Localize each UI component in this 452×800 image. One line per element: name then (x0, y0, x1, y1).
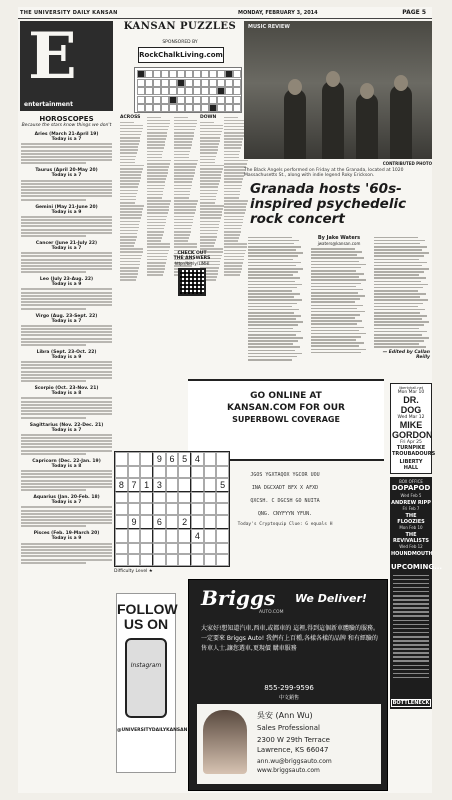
website[interactable]: www.briggsauto.com (257, 767, 320, 774)
liberty-hall-ad[interactable] (390, 383, 436, 474)
article-col2 (311, 235, 367, 355)
band-member (356, 93, 378, 159)
sudoku-cell (128, 554, 141, 566)
horoscope-sign (20, 386, 113, 418)
briggs-phone-note: 中文銷售 (278, 695, 299, 701)
sign-name: Taurus (April 20-May 20) (35, 168, 98, 174)
sudoku-cell: 3 (153, 478, 166, 492)
sudoku-cell (115, 554, 128, 566)
sign-rating: Today is a 7 (51, 500, 82, 506)
band-member (322, 81, 344, 159)
band-member-head (360, 83, 374, 99)
headliner: DOPAPOD (391, 484, 431, 492)
band-member-head (288, 79, 302, 95)
sign-text (20, 470, 113, 491)
online-promo[interactable] (188, 379, 384, 461)
entertainment-section-box (20, 21, 113, 111)
sudoku-cell (115, 492, 128, 504)
across-heading: ACROSS (120, 115, 141, 120)
date: Fri Apr 25 (400, 440, 422, 445)
headliner: ANDREW RIPP (391, 500, 431, 506)
crossword-grid (134, 67, 242, 113)
sign-text (20, 543, 113, 564)
sign-rating: Today is a 7 (51, 318, 82, 324)
bottleneck-ad[interactable] (390, 477, 443, 709)
date: Wed Feb 12 (399, 544, 423, 549)
article-body (248, 235, 432, 363)
sign-rating: Today is a 7 (51, 173, 82, 179)
answers-qr[interactable] (172, 251, 212, 296)
sudoku-cell (115, 543, 128, 555)
article-headline: Granada hosts '60s-inspired psychedelic rock concert (250, 181, 407, 227)
article-col3 (374, 235, 430, 360)
sudoku-cell (140, 543, 153, 555)
sign-name: Aries (March 21-April 19) (34, 132, 99, 137)
band-photo (244, 21, 432, 159)
sign-rating: Today is a 9 (51, 209, 82, 215)
horoscope-sign (20, 132, 113, 164)
sudoku-cell (153, 554, 166, 566)
sudoku-cell (140, 492, 153, 504)
briggs-phone[interactable]: 855-299-9596 (264, 684, 314, 692)
clues-across-col2 (147, 115, 171, 277)
sudoku-cell (140, 529, 153, 543)
sign-rating: Today is a 7 (51, 245, 82, 251)
sudoku-cell (166, 503, 179, 515)
sudoku-cell: 6 (153, 515, 166, 529)
address: 2300 W 29th Terrace (257, 736, 330, 744)
briggs-auto-ad[interactable] (188, 579, 388, 791)
liberty-url: libertyhall.net (398, 386, 424, 390)
sudoku-cell (140, 503, 153, 515)
band-member-head (326, 71, 340, 87)
sudoku-cell: 4 (191, 452, 204, 466)
sign-name: Cancer (June 21-July 22) (35, 240, 98, 246)
online-line1: GO ONLINE AT (250, 391, 322, 401)
section-tag: MUSIC REVIEW (248, 24, 290, 30)
sudoku-cell (128, 452, 141, 466)
sign-text (20, 397, 113, 418)
difficulty-level: Difficulty Level ★ (114, 569, 153, 574)
email[interactable]: ann.wu@briggsauto.com (257, 758, 332, 765)
briggs-logo: Briggs (201, 586, 276, 610)
briggs-tagline: We Deliver! (295, 592, 367, 605)
sign-name: Leo (July 23-Aug. 22) (39, 277, 94, 283)
qr-heading: CHECK OUT THE ANSWERS (173, 251, 211, 261)
sudoku-cell (166, 492, 179, 504)
sign-text (20, 506, 113, 527)
crypto-line: JGOS YGXTAQOX YGCOR UOU (250, 472, 320, 478)
photo-credit: CONTRIBUTED PHOTO (382, 161, 432, 166)
sign-text (20, 325, 113, 346)
sudoku-cell: 5 (178, 452, 191, 466)
date: Wed Feb 5 (400, 493, 422, 498)
edited-by: — Edited by Callan Reilly (382, 350, 430, 361)
briggs-site: AUTO.COM (259, 610, 284, 615)
horoscope-sign (20, 459, 113, 491)
follow-line1: FOLLOW (117, 601, 178, 617)
salesperson-title: Sales Professional (257, 724, 320, 732)
instagram-label: Instagram (130, 662, 162, 669)
headliner: THE REVIVALISTS (392, 532, 430, 544)
sign-name: Scorpio (Oct. 23-Nov. 21) (34, 386, 99, 392)
band-member (284, 89, 306, 159)
sudoku-cell (140, 452, 153, 466)
horoscopes-title: HOROSCOPES (39, 115, 94, 123)
sudoku-cell: 2 (178, 515, 191, 529)
sudoku-cell (166, 466, 179, 478)
sign-text (20, 361, 113, 382)
sign-rating: Today is a 8 (51, 463, 82, 469)
sign-name: Pisces (Feb. 19-March 20) (33, 531, 100, 537)
sudoku-cell (204, 452, 217, 466)
sign-name: Virgo (Aug. 23-Sept. 22) (35, 313, 98, 319)
sign-name: Capricorn (Dec. 22-Jan. 19) (32, 458, 101, 464)
horoscopes (20, 115, 113, 565)
follow-line2: US ON (123, 616, 169, 632)
online-line3: SUPERBOWL COVERAGE (232, 415, 340, 424)
salesperson-cn-name: 吳安 (257, 711, 273, 720)
sudoku-cell: 9 (128, 515, 141, 529)
band-member-head (394, 75, 408, 91)
sudoku-cell: 5 (216, 478, 229, 492)
sudoku-cell (166, 554, 179, 566)
sudoku-cell (153, 503, 166, 515)
sudoku-cell (166, 478, 179, 492)
horoscope-sign (20, 423, 113, 455)
sign-rating: Today is a 7 (51, 427, 82, 433)
follow-us-ad[interactable] (116, 593, 188, 773)
date: Wed Mar 12 (397, 415, 425, 420)
upcoming-list (391, 575, 431, 695)
sudoku-cell (153, 466, 166, 478)
phone-icon (125, 638, 167, 718)
sudoku-cell (115, 466, 128, 478)
sign-rating: Today is a 9 (51, 536, 82, 542)
horoscope-sign (20, 314, 113, 346)
sudoku-cell (153, 529, 166, 543)
sign-rating: Today is a 7 (51, 137, 82, 142)
horoscope-sign (20, 168, 113, 200)
sudoku-cell (115, 529, 128, 543)
sudoku-cell (140, 466, 153, 478)
sudoku-cell (166, 543, 179, 555)
photo-caption: The Black Angels performed on Friday at the Granada, located at 1020 Massachusetts St., along with indie legend Roky Erickson. (244, 168, 404, 178)
headliner: MIKE GORDON (392, 420, 433, 440)
sudoku-cell (166, 515, 179, 529)
horoscope-sign (20, 350, 113, 382)
qr-url: http://bit.ly/1lMHI (174, 261, 210, 266)
sudoku-cell (140, 515, 153, 529)
down-heading: DOWN (200, 115, 217, 120)
sudoku-cell: 1 (140, 478, 153, 492)
date: Mon Mar 10 (397, 390, 425, 395)
sudoku-cell: 7 (128, 478, 141, 492)
sales-card (197, 704, 381, 784)
instagram-handle[interactable]: @UNIVERSITYDAILYKANSAN (117, 728, 188, 733)
puzzles-title: KANSAN PUZZLES (123, 21, 237, 32)
online-line2: KANSAN.COM FOR OUR (227, 403, 345, 413)
sudoku-cell (128, 503, 141, 515)
sudoku-cell (115, 503, 128, 515)
briggs-chinese-copy: 大家好!想知道汽車,西車,或都車的 這裡,得到這個新車體驗的服務。一定要來 Briggs Auto! 我們有上百種,各樣各樣的品牌 和有經驗的售車人士,讓您選車,更現價 購車服務 (201, 625, 380, 652)
sudoku-cell (153, 543, 166, 555)
sudoku-cell (128, 529, 141, 543)
sign-text (20, 252, 113, 273)
horoscope-sign (20, 495, 113, 527)
date: Mon Feb 10 (399, 525, 423, 530)
page-header (18, 7, 432, 19)
qr-code-icon[interactable] (178, 268, 206, 296)
cryptoquip (186, 467, 384, 567)
bottleneck-logo: BOTTLENECK (392, 699, 430, 706)
sudoku-cell (128, 543, 141, 555)
headliner: THE FLOOZIES (397, 513, 425, 525)
sign-rating: Today is a 8 (51, 391, 82, 397)
box-office: BOX OFFICE (399, 479, 423, 484)
sign-name: Aquarius (Jan. 20-Feb. 18) (33, 495, 100, 501)
sponsor-logo: RockChalkLiving.com (138, 47, 224, 63)
date: Fri Feb 7 (402, 506, 420, 511)
crypto-line: INA DGCXADT BFX X AFXD (251, 485, 319, 491)
horoscopes-subtitle: Because the stars know things we don't (21, 123, 112, 128)
upcoming: UPCOMING... (391, 563, 443, 571)
byline: By Jake Waters (317, 235, 361, 241)
city: Lawrence, KS 66047 (257, 746, 329, 754)
sudoku-cell: 9 (153, 452, 166, 466)
sign-text (20, 143, 113, 164)
sudoku-cell (115, 515, 128, 529)
section-label: entertainment (24, 101, 73, 108)
headliner: TURNPIKE TROUBADOURS (392, 445, 436, 457)
horoscope-sign (20, 205, 113, 237)
salesperson-en-name: (Ann Wu) (275, 711, 313, 720)
byline-email[interactable]: jwaters@kansan.com (317, 241, 361, 246)
sudoku-cell: 4 (191, 529, 204, 543)
sudoku-cell (153, 492, 166, 504)
sign-rating: Today is a 9 (51, 354, 82, 360)
sudoku-cell (115, 452, 128, 466)
sudoku-cell (216, 452, 229, 466)
crypto-clue: Today's Cryptoquip Clue: G equals H (237, 522, 333, 527)
sudoku-cell (140, 554, 153, 566)
sign-text (20, 180, 113, 201)
sponsored-by: SPONSORED BY (162, 40, 198, 45)
salesperson-photo (203, 710, 247, 774)
page-number: PAGE 5 (402, 9, 426, 16)
sudoku-cell (128, 492, 141, 504)
sudoku-cell (166, 529, 179, 543)
sudoku-cell (128, 466, 141, 478)
band-member (390, 85, 412, 159)
crypto-line: QNG. CNYFYYN YFUN. (257, 511, 313, 517)
sign-name: Libra (Sept. 23-Oct. 22) (36, 349, 97, 355)
section-letter: E (28, 19, 77, 94)
sudoku-cell: 6 (166, 452, 179, 466)
horoscope-sign (20, 241, 113, 273)
horoscope-sign (20, 277, 113, 309)
paper-name: THE UNIVERSITY DAILY KANSAN (20, 10, 118, 16)
sign-name: Sagittarius (Nov. 22-Dec. 21) (29, 422, 104, 428)
venue-name: LIBERTY HALL (399, 459, 423, 471)
sign-rating: Today is a 9 (51, 282, 82, 288)
left-column (18, 21, 116, 791)
horoscope-sign (20, 531, 113, 563)
article-col1 (248, 235, 304, 362)
issue-date: MONDAY, FEBRUARY 3, 2014 (238, 10, 318, 16)
headliner: HOUNDMOUTH (391, 551, 433, 557)
venue-ads (390, 383, 443, 793)
sign-text (20, 288, 113, 309)
clues-across-col1 (120, 115, 144, 282)
crypto-line: QXCSH. C DGCSH GO NUITA (250, 498, 320, 504)
sudoku-cell: 8 (115, 478, 128, 492)
sign-name: Gemini (May 21-June 20) (35, 204, 98, 210)
sign-text (20, 434, 113, 455)
newspaper-page (18, 7, 443, 793)
sign-text (20, 216, 113, 237)
horoscope-list (20, 132, 113, 564)
headliner: DR. DOG (400, 395, 422, 415)
